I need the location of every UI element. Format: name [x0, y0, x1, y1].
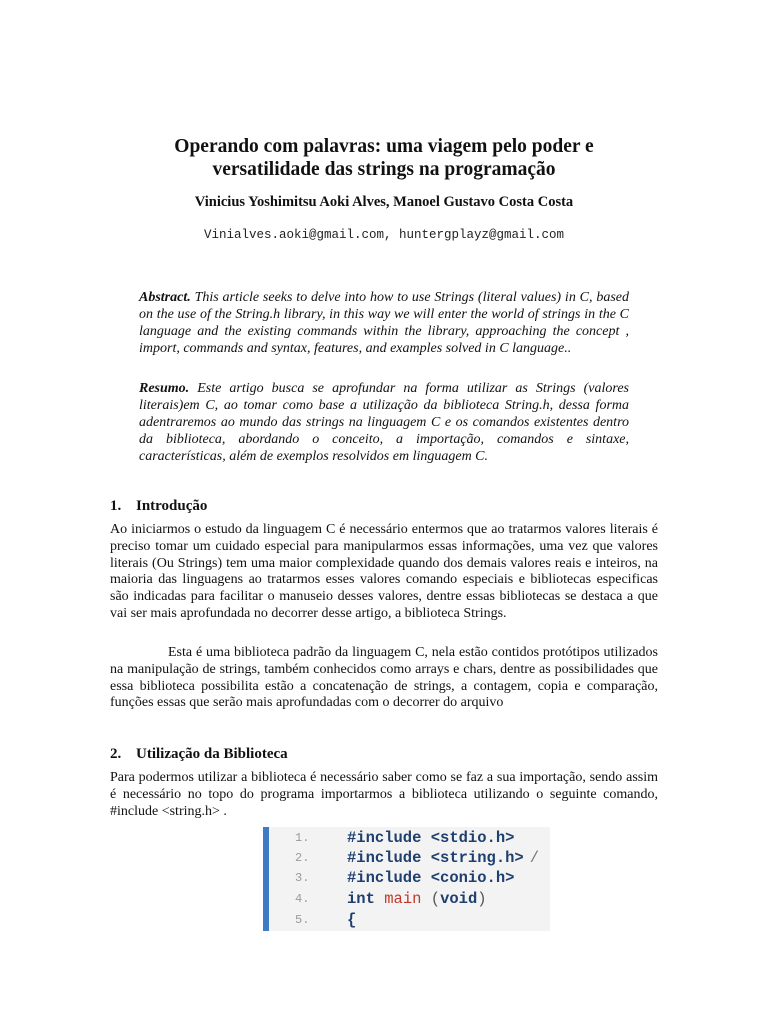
code-text: #include <conio.h> [347, 869, 515, 887]
abstract-text: This article seeks to delve into how to use Strings (literal values) in C, based on the use of the String.h library, in this way we will enter the world of strings in the C language and the existing commands within the library, approaching the concept , import, commands and syntax, features, and examples solved in C language.. [139, 290, 629, 356]
code-keyword: int [347, 890, 375, 908]
code-text-with-trail [347, 848, 539, 868]
title-line-2: versatilidade das strings na programação [212, 159, 556, 180]
section-title: Introdução [136, 498, 208, 514]
code-snippet [263, 827, 550, 931]
section-heading-utilizacao [110, 745, 288, 763]
line-number: 1. [295, 831, 310, 845]
section-number: 1. [110, 498, 122, 514]
line-number: 5. [295, 913, 310, 927]
code-line [269, 848, 550, 869]
section-heading-introducao [110, 497, 207, 515]
abstract-label: Abstract. [139, 290, 191, 305]
line-number: 4. [295, 892, 310, 906]
code-line [269, 889, 550, 910]
code-text: #include <stdio.h> [347, 829, 515, 847]
code-function-name: main [384, 890, 422, 908]
code-text: { [347, 911, 357, 929]
line-number: 2. [295, 851, 310, 865]
code-line [269, 828, 550, 849]
abstract-portuguese [139, 380, 629, 465]
authors: Vinicius Yoshimitsu Aoki Alves, Manoel Gustavo Costa Costa [194, 194, 574, 210]
code-main-signature [347, 889, 487, 909]
code-line [269, 910, 550, 931]
author-emails: Vinialves.aoki@gmail.com, huntergplayz@gmail.com [203, 228, 565, 242]
abstract-english [139, 289, 629, 357]
resumo-text: Este artigo busca se aprofundar na forma utilizar as Strings (valores literais)em C, ao tomar como base a utilização da biblioteca String.h, dessa forma adentraremos ao mundo das strings na linguagem C e os comandos existentes dentro da biblioteca, abordando o conceito, a importação, comandos e sintaxe, características, além de exemplos resolvidos em linguagem C. [139, 381, 629, 464]
code-arg: void [440, 890, 478, 908]
code-line [269, 868, 550, 889]
paper-title [100, 135, 668, 181]
line-number: 3. [295, 871, 310, 885]
paragraph: Para podermos utilizar a biblioteca é necessário saber como se faz a sua importação, sendo assim é necessário no topo do programa importarmos a biblioteca utilizando o seguinte comando, #include <string.h> . [110, 770, 658, 819]
paragraph: Esta é uma biblioteca padrão da linguagem C, nela estão contidos protótipos utilizados na manipulação de strings, também conhecidos como arrays e chars, dentre as possibilidades que essa biblioteca possibilita estão a concatenação de strings, a contagem, copia e comparação, funções essas que serão mais aprofundadas com o decorrer do arquivo [110, 645, 658, 711]
paragraph: Ao iniciarmos o estudo da linguagem C é necessário entermos que ao tratarmos valores literais é preciso tomar um cuidado especial para manipularmos essas informações, uma vez que valores literais (Ou Strings) tem uma maior complexidade quando dos demais valores reais e inteiros, na maioria das linguagens ao tratarmos esses valores comando especiais e bibliotecas especificas são indicadas para facilitar o manuseio desses valores, dentre essas bibliotecas se destaca a que vai ser mais aprofundada no decorrer desse artigo, a biblioteca Strings. [110, 522, 658, 621]
section-title: Utilização da Biblioteca [136, 746, 288, 762]
resumo-label: Resumo. [139, 381, 190, 396]
section-number: 2. [110, 746, 122, 762]
code-trail: / [529, 849, 540, 867]
title-line-1: Operando com palavras: uma viagem pelo poder e [174, 136, 594, 157]
code-paren-close: ) [477, 890, 487, 908]
code-paren-open: ( [430, 890, 441, 908]
code-text: #include <string.h> [347, 849, 524, 867]
